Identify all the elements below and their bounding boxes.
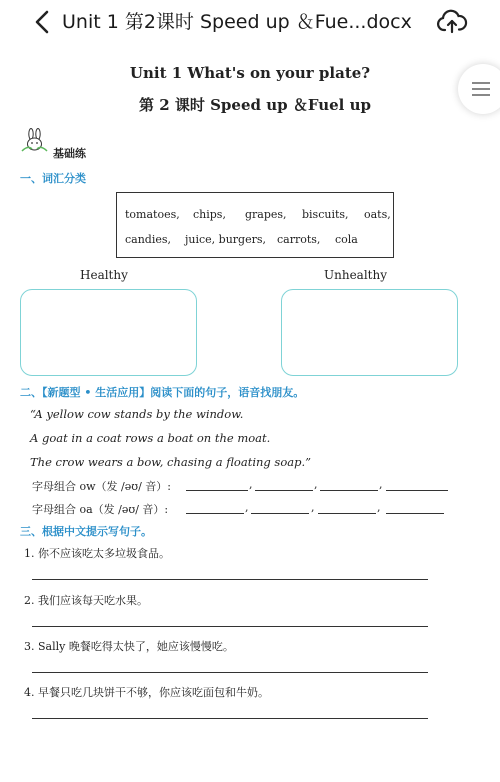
answer-line: [32, 579, 428, 580]
unhealthy-answer-box: [281, 289, 458, 376]
bunny-icon: [20, 128, 50, 154]
reading-sentence: The crow wears a bow, chasing a floating soap.”: [30, 455, 312, 469]
word-item: oats,: [364, 208, 391, 221]
section2-heading: 二、【新题型 • 生活应用】阅读下面的句子，语音找朋友。: [20, 386, 305, 399]
comma: ,: [379, 478, 383, 491]
answer-blank: [255, 490, 313, 491]
word-item: biscuits,: [302, 208, 349, 221]
word-item: grapes,: [245, 208, 287, 221]
page-title: Unit 1 What's on your plate?: [129, 64, 371, 82]
comma: ,: [314, 478, 318, 491]
basic-practice-label: 基础练: [53, 147, 86, 160]
top-bar: [0, 0, 500, 44]
combo-oa-label: 字母组合 oa（发 /əʊ/ 音）:: [32, 503, 169, 516]
question-item: 4. 早餐只吃几块饼干不够，你应该吃面包和牛奶。: [24, 686, 269, 699]
answer-blank: [320, 490, 378, 491]
comma: ,: [249, 478, 253, 491]
answer-blank: [186, 513, 244, 514]
document-title: Unit 1 第2课时 Speed up ＆Fue...docx: [62, 11, 412, 33]
word-item: cola: [335, 233, 358, 246]
word-item: juice, burgers,: [185, 233, 267, 246]
word-item: tomatoes,: [125, 208, 180, 221]
section3-heading: 三、根据中文提示写句子。: [20, 525, 152, 538]
unhealthy-label: Unhealthy: [324, 268, 387, 282]
word-bank: [116, 192, 394, 258]
comma: ,: [377, 501, 381, 514]
word-item: chips,: [193, 208, 226, 221]
question-item: 3. Sally 晚餐吃得太快了，她应该慢慢吃。: [24, 640, 234, 653]
section1-heading: 一、词汇分类: [20, 172, 86, 185]
reading-sentence: A goat in a coat rows a boat on the moat.: [30, 431, 271, 445]
answer-line: [32, 718, 428, 719]
answer-blank: [386, 490, 448, 491]
question-item: 2. 我们应该每天吃水果。: [24, 594, 148, 607]
answer-line: [32, 626, 428, 627]
answer-blank: [386, 513, 444, 514]
page-subtitle: 第 2 课时 Speed up ＆Fuel up: [139, 96, 371, 114]
healthy-label: Healthy: [80, 268, 128, 282]
answer-blank: [251, 513, 309, 514]
answer-line: [32, 672, 428, 673]
cloud-share-icon[interactable]: [436, 6, 468, 38]
healthy-answer-box: [20, 289, 197, 376]
comma: ,: [311, 501, 315, 514]
combo-ow-label: 字母组合 ow（发 /əʊ/ 音）:: [32, 480, 171, 493]
word-item: candies,: [125, 233, 172, 246]
answer-blank: [318, 513, 376, 514]
answer-blank: [186, 490, 248, 491]
reading-sentence: “A yellow cow stands by the window.: [30, 407, 244, 421]
question-item: 1. 你不应该吃太多垃圾食品。: [24, 547, 170, 560]
chevron-left-icon[interactable]: [30, 8, 56, 36]
comma: ,: [245, 501, 249, 514]
word-item: carrots,: [277, 233, 321, 246]
